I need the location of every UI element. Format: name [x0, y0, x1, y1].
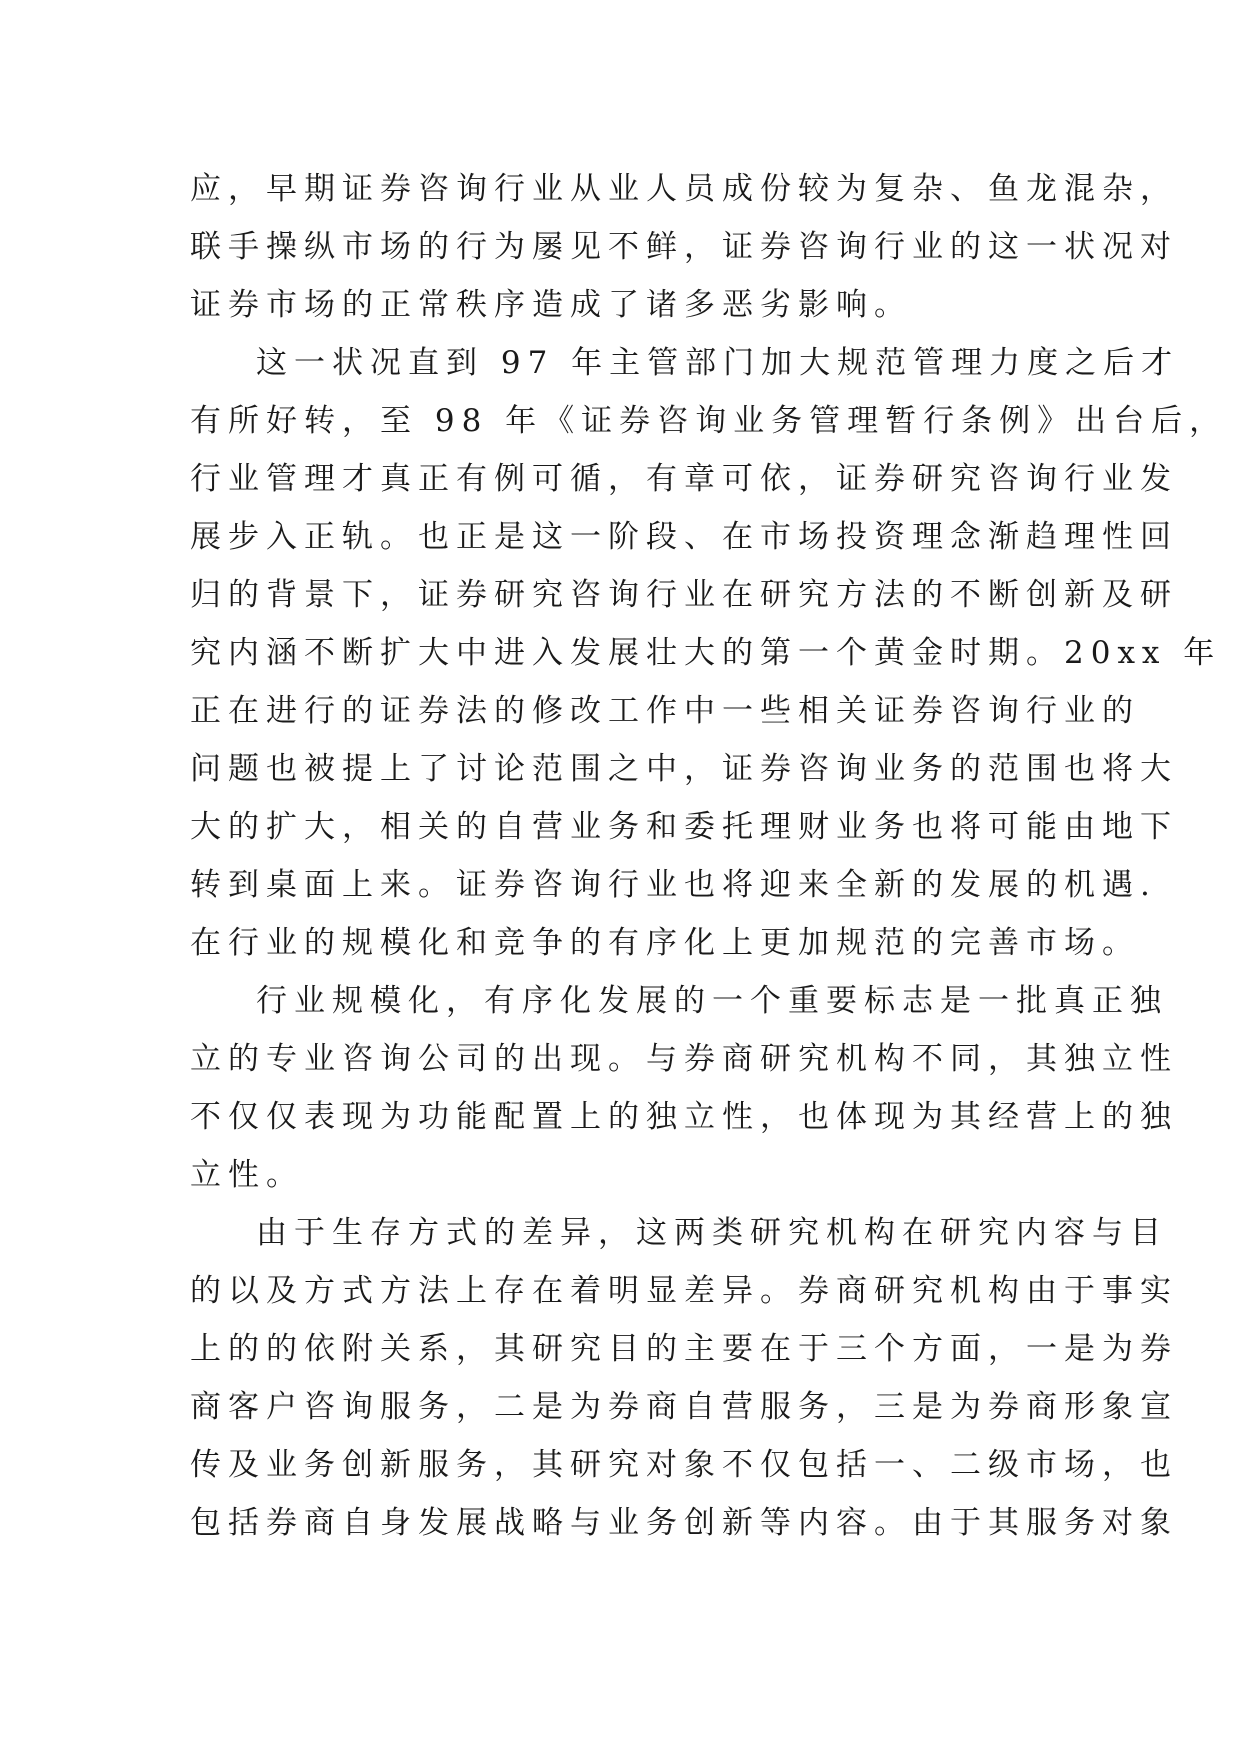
text-line: 这一状况直到 97 年主管部门加大规范管理力度之后才	[256, 345, 1180, 381]
text-line: 包括券商自身发展战略与业务创新等内容。由于其服务对象	[190, 1505, 1178, 1541]
text-line: 证券市场的正常秩序造成了诸多恶劣影响。	[190, 287, 912, 323]
paragraph-2	[190, 334, 1228, 972]
text-line: 转到桌面上来。证券咨询行业也将迎来全新的发展的机遇.	[190, 867, 1157, 903]
text-line: 立性。	[190, 1157, 304, 1193]
paragraph-4	[190, 1204, 1178, 1552]
text-line: 商客户咨询服务，二是为券商自营服务，三是为券商形象宣	[190, 1389, 1178, 1425]
text-line: 不仅仅表现为功能配置上的独立性，也体现为其经营上的独	[190, 1099, 1178, 1135]
body-text	[190, 160, 1228, 1552]
text-line: 由于生存方式的差异，这两类研究机构在研究内容与目	[256, 1215, 1168, 1251]
text-line: 应，早期证券咨询行业从业人员成份较为复杂、鱼龙混杂，	[190, 171, 1178, 207]
paragraph-3	[190, 972, 1178, 1204]
text-line: 有所好转，至 98 年《证券咨询业务管理暂行条例》出台后，	[190, 403, 1228, 439]
text-line: 行业管理才真正有例可循，有章可依，证券研究咨询行业发	[190, 461, 1178, 497]
text-line: 正在进行的证券法的修改工作中一些相关证券咨询行业的	[190, 693, 1140, 729]
text-line: 上的的依附关系，其研究目的主要在于三个方面，一是为券	[190, 1331, 1178, 1367]
text-line: 大的扩大，相关的自营业务和委托理财业务也将可能由地下	[190, 809, 1178, 845]
text-line: 归的背景下，证券研究咨询行业在研究方法的不断创新及研	[190, 577, 1178, 613]
text-line: 究内涵不断扩大中进入发展壮大的第一个黄金时期。20xx 年	[190, 635, 1222, 671]
text-line: 行业规模化，有序化发展的一个重要标志是一批真正独	[256, 983, 1168, 1019]
text-line: 问题也被提上了讨论范围之中，证券咨询业务的范围也将大	[190, 751, 1178, 787]
text-line: 展步入正轨。也正是这一阶段、在市场投资理念渐趋理性回	[190, 519, 1178, 555]
text-line: 立的专业咨询公司的出现。与券商研究机构不同，其独立性	[190, 1041, 1178, 1077]
paragraph-1	[190, 160, 1178, 334]
text-line: 传及业务创新服务，其研究对象不仅包括一、二级市场，也	[190, 1447, 1178, 1483]
text-line: 在行业的规模化和竞争的有序化上更加规范的完善市场。	[190, 925, 1140, 961]
text-line: 的以及方式方法上存在着明显差异。券商研究机构由于事实	[190, 1273, 1178, 1309]
text-line: 联手操纵市场的行为屡见不鲜，证券咨询行业的这一状况对	[190, 229, 1178, 265]
